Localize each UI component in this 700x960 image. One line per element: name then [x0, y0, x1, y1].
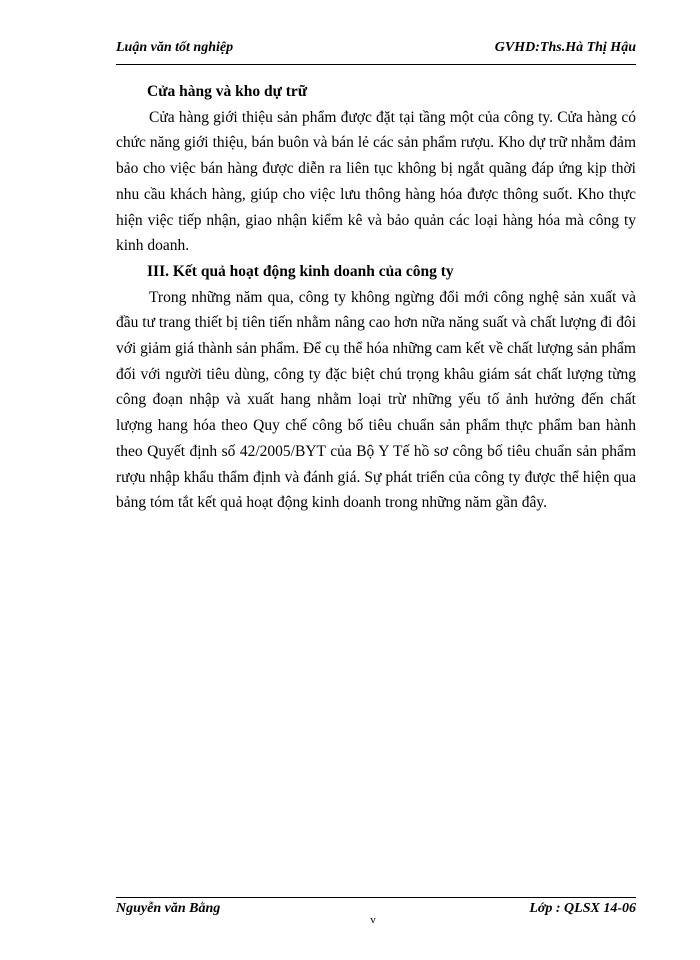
section-heading-business-results: III. Kết quả hoạt động kinh doanh của công ty [147, 262, 454, 280]
paragraph-business-results: Trong những năm qua, công ty không ngừng đổi mới công nghệ sản xuất và đầu tư trang thiết bị tiên tiến nhằm nâng cao hơn nữa năng suất và chất lượng đi đôi với giảm giá thành sản phẩm. Để cụ thể hóa những cam kết về chất lượng sản phẩm đối với người tiêu dùng, công ty đặc biệt chú trọng khâu giám sát chất lượng từng công đoạn nhập và xuất hang nhằm loại trừ những yếu tố ảnh hưởng đến chất lượng hang hóa theo Quy chế công bố tiêu chuẩn sản phẩm thực phẩm ban hành theo Quyết định số 42/2005/BYT của Bộ Y Tế hồ sơ công bố tiêu chuẩn sản phẩm rượu nhập khẩu thẩm định và đánh giá. Sự phát triển của công ty được thể hiện qua bảng tóm tắt kết quả hoạt động kinh doanh trong những năm gần đây. [116, 288, 636, 512]
page-header [116, 40, 636, 62]
paragraph-store-warehouse: Cửa hàng giới thiệu sản phẩm được đặt tại tầng một của công ty. Cửa hàng có chức năng giới thiệu, bán buôn và bán lẻ các sản phẩm rượu. Kho dự trữ nhằm đảm bảo cho việc bán hàng được diễn ra liên tục không bị ngắt quãng đáp ứng kịp thời nhu cầu khách hàng, giúp cho việc lưu thông hàng hóa được thông suốt. Kho thực hiện việc tiếp nhận, giao nhận kiểm kê và bảo quản các loại hàng hóa mà công ty kinh doanh. [116, 108, 636, 255]
page-number: v [370, 914, 376, 926]
author-name: Nguyễn văn Bằng [116, 901, 221, 916]
section-heading-store-warehouse: Cửa hàng và kho dự trữ [147, 83, 308, 100]
supervisor-name: GVHD:Ths.Hà Thị Hậu [494, 40, 636, 55]
thesis-title: Luận văn tốt nghiệp [116, 40, 234, 55]
header-divider [116, 64, 636, 65]
page-body [116, 79, 636, 516]
class-code: Lớp : QLSX 14-06 [529, 901, 636, 916]
footer-divider [116, 897, 636, 898]
